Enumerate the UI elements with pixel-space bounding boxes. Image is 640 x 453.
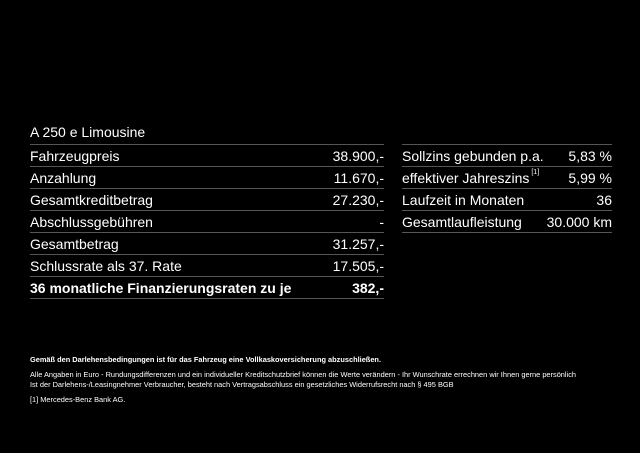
row-value: 5,83 % (568, 147, 612, 164)
row-value: 31.257,- (332, 235, 384, 252)
table-row (30, 254, 384, 276)
row-value: 30.000 km (546, 213, 612, 230)
table-row (30, 210, 384, 232)
row-value: 38.900,- (332, 147, 384, 164)
row-value: 11.670,- (333, 169, 384, 186)
row-label: Abschlussgebühren (30, 213, 153, 230)
footnote: [1] Mercedes-Benz Bank AG. (30, 394, 126, 404)
row-label: Gesamtlaufleistung (402, 213, 522, 230)
row-label-wrap (402, 170, 539, 186)
interest-table (402, 144, 612, 233)
table-row (402, 188, 612, 210)
table-row (30, 232, 384, 254)
row-value: 17.505,- (332, 257, 384, 274)
footnote-marker: [1] (531, 168, 540, 176)
table-row (402, 210, 612, 233)
row-label: Sollzins gebunden p.a. (402, 147, 544, 164)
row-label: Laufzeit in Monaten (402, 191, 525, 208)
row-label: Fahrzeugpreis (30, 147, 120, 164)
row-label: effektiver Jahreszins (402, 169, 530, 186)
row-label: 36 monatliche Finanzierungsraten zu je (30, 279, 292, 296)
table-row (402, 166, 612, 188)
row-value: - (379, 213, 384, 230)
table-row (30, 188, 384, 210)
row-label: Gesamtkreditbetrag (30, 191, 153, 208)
insurance-notice: Gemäß den Darlehensbedingungen ist für das Fahrzeug eine Vollkaskoversicherung abzuschließen. (30, 355, 382, 364)
vehicle-title: A 250 e Limousine (30, 124, 146, 140)
disclaimer-line: Ist der Darlehens-/Leasingnehmer Verbraucher, besteht nach Vertragsabschluss ein gesetzliches Widerrufsrecht nach § 495 BGB (30, 380, 454, 389)
table-row (30, 166, 384, 188)
row-value: 382,- (352, 279, 384, 296)
monthly-rate-row (30, 276, 384, 299)
row-value: 36 (596, 191, 612, 208)
table-row (402, 144, 612, 166)
disclaimer-line: Alle Angaben in Euro - Rundungsdifferenzen und ein individueller Kreditschutzbrief können die Werte verändern - Ihr Wunschrate errechnen wir Ihnen gerne persönlich (30, 369, 577, 379)
row-label: Gesamtbetrag (30, 235, 119, 252)
table-row (30, 144, 384, 166)
row-label: Schlussrate als 37. Rate (30, 257, 182, 274)
legal-footer (30, 355, 610, 405)
row-value: 5,99 % (568, 169, 612, 186)
financing-table (30, 144, 384, 299)
row-value: 27.230,- (332, 191, 384, 208)
row-label: Anzahlung (30, 169, 97, 186)
